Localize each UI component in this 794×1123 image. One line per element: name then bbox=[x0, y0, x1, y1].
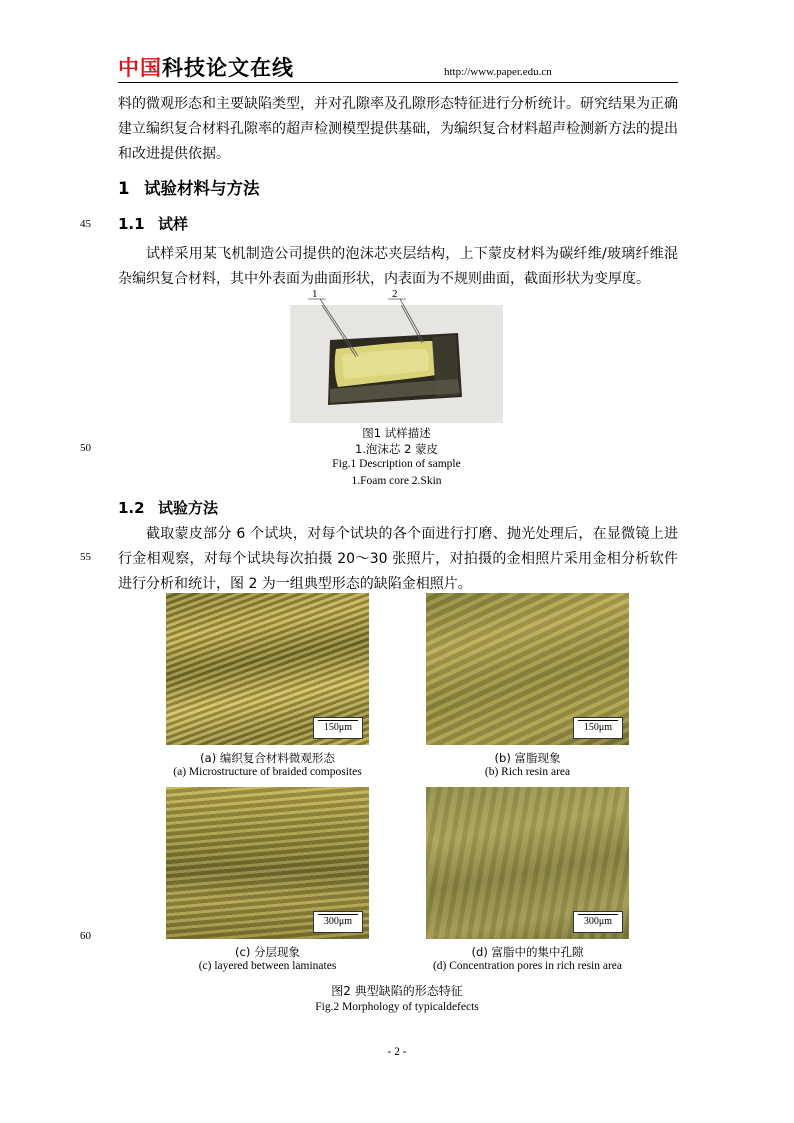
section-1-number: 1 bbox=[118, 179, 130, 198]
figure-2b-scale-bar: 150μm bbox=[573, 717, 623, 739]
site-logo bbox=[118, 52, 294, 82]
section-1-1-heading bbox=[118, 213, 188, 234]
site-name-red: 中国 bbox=[118, 56, 162, 80]
line-number-45: 45 bbox=[80, 218, 91, 230]
figure-2b-caption-en: (b) Rich resin area bbox=[484, 766, 571, 778]
figure-2c-caption-cn: (c) 分层现象 bbox=[235, 945, 300, 959]
intro-paragraph: 料的微观形态和主要缺陷类型，并对孔隙率及孔隙形态特征进行分析统计。研究结果为正确建立编织复合材料孔隙率的超声检测模型提供基础，为编织复合材料超声检测新方法的提出和改进提供依据。 bbox=[118, 96, 678, 162]
section-1-2-number: 1.2 bbox=[118, 499, 145, 517]
line-number-50: 50 bbox=[80, 442, 91, 454]
figure-2b-caption-cn: (b) 富脂现象 bbox=[494, 751, 561, 765]
figure-2c-scale-bar: 300μm bbox=[313, 911, 363, 933]
section-1-heading bbox=[118, 175, 260, 199]
figure-2a-caption-en: (a) Microstructure of braided composites bbox=[173, 766, 362, 778]
figure-2b-photo bbox=[426, 593, 629, 745]
figure-2a-caption-cn: (a) 编织复合材料微观形态 bbox=[200, 751, 335, 765]
header-rule bbox=[118, 82, 678, 83]
section-1-title: 试验材料与方法 bbox=[144, 179, 260, 198]
section-1-1-title: 试样 bbox=[158, 215, 189, 233]
site-name-black: 科技论文在线 bbox=[162, 56, 294, 80]
figure-2d-photo bbox=[426, 787, 629, 939]
figure-1-caption-cn: 图1 试样描述 bbox=[362, 426, 431, 440]
figure-2a-scale-bar: 150μm bbox=[313, 717, 363, 739]
figure-2a-photo bbox=[166, 593, 369, 745]
figure-1-legend-en: 1.Foam core 2.Skin bbox=[351, 475, 442, 487]
figure-1-callout-lines bbox=[300, 296, 430, 356]
section-1-2-paragraph: 截取蒙皮部分 6 个试块，对每个试块的各个面进行打磨、抛光处理后，在显微镜上进行金相观察，对每个试块每次拍摄 20～30 张照片，对拍摄的金相照片采用金相分析软件进行分析和统计，图 2 为一组典型形态的缺陷金相照片。 bbox=[118, 526, 678, 592]
line-number-55: 55 bbox=[80, 551, 91, 563]
figure-1-legend-cn: 1.泡沫芯 2 蒙皮 bbox=[354, 442, 439, 456]
figure-2c-caption-en: (c) layered between laminates bbox=[198, 960, 337, 972]
page-number: - 2 - bbox=[387, 1046, 407, 1058]
site-url[interactable]: http://www.paper.edu.cn bbox=[444, 66, 552, 78]
section-1-2-title: 试验方法 bbox=[158, 499, 219, 517]
figure-1-caption-en: Fig.1 Description of sample bbox=[332, 458, 461, 470]
figure-2c-photo bbox=[166, 787, 369, 939]
figure-2d-caption-cn: (d) 富脂中的集中孔隙 bbox=[471, 945, 584, 959]
figure-2d-scale-bar: 300μm bbox=[573, 911, 623, 933]
figure-2-caption-cn: 图2 典型缺陷的形态特征 bbox=[331, 984, 463, 998]
figure-1-callout-2: 2 bbox=[392, 288, 398, 300]
line-number-60: 60 bbox=[80, 930, 91, 942]
figure-1-callout-1: 1 bbox=[312, 288, 318, 300]
figure-2d-caption-en: (d) Concentration pores in rich resin area bbox=[432, 960, 623, 972]
section-1-2-heading bbox=[118, 497, 218, 518]
section-1-1-number: 1.1 bbox=[118, 215, 145, 233]
figure-2-caption-en: Fig.2 Morphology of typicaldefects bbox=[315, 1001, 479, 1013]
section-1-1-paragraph: 试样采用某飞机制造公司提供的泡沫芯夹层结构，上下蒙皮材料为碳纤维/玻璃纤维混杂编织复合材料，其中外表面为曲面形状，内表面为不规则曲面，截面形状为变厚度。 bbox=[118, 246, 678, 287]
